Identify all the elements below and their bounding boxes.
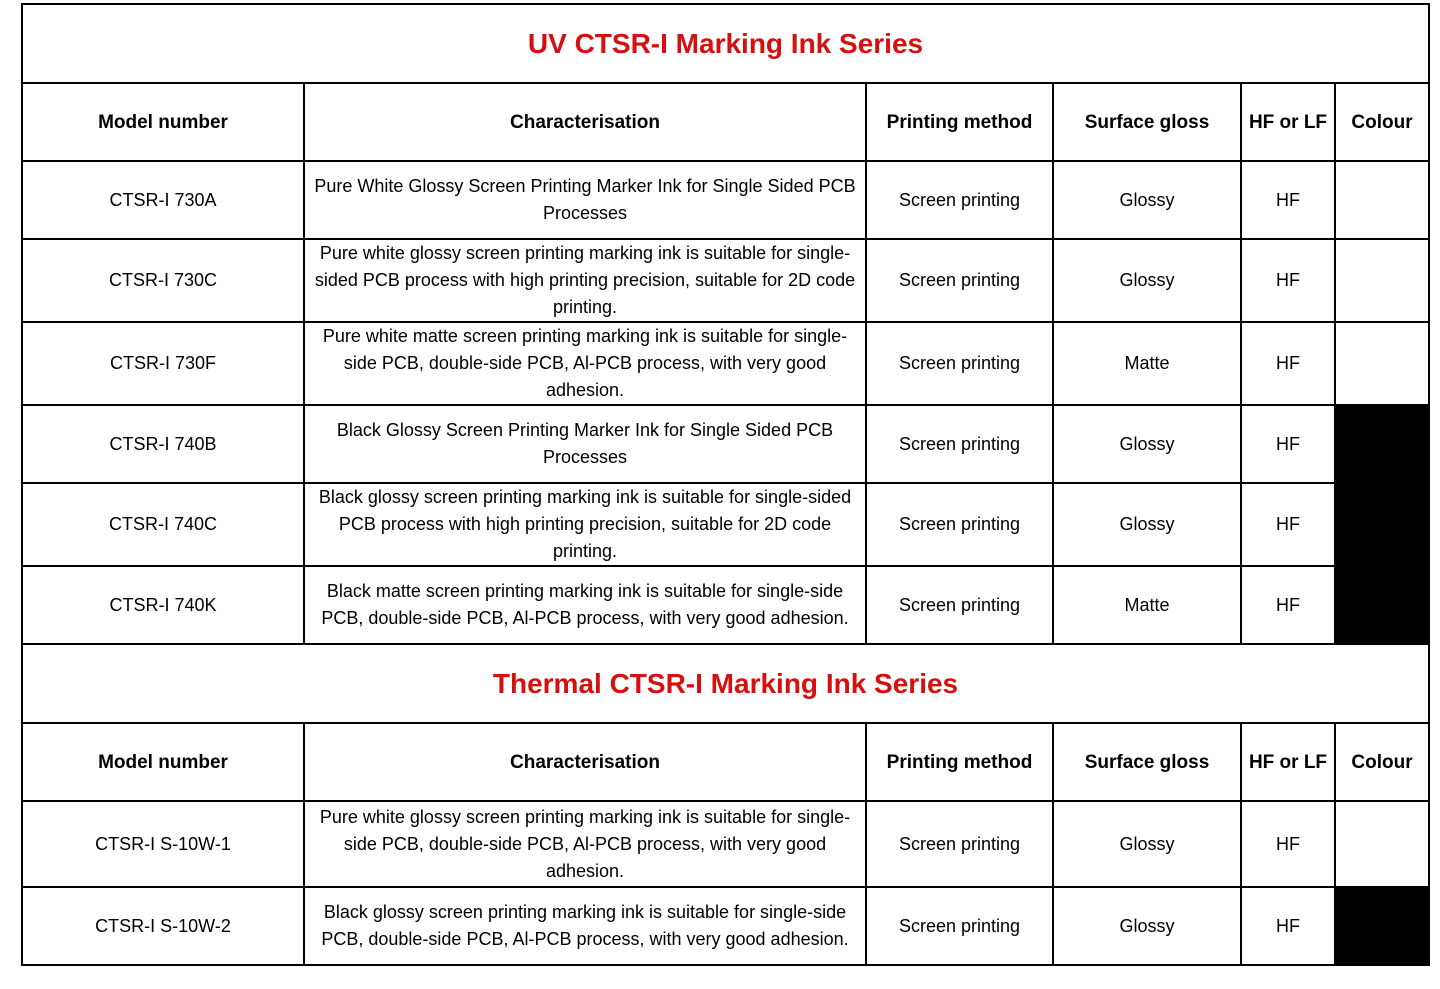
characterisation: Black glossy screen printing marking ink is suitable for single-side PCB, double-side PCB, Al-PCB process, with very good adhesion.: [304, 887, 866, 965]
colour-swatch: [1335, 405, 1429, 483]
header-characterisation: Characterisation: [304, 723, 866, 801]
printing-method: Screen printing: [866, 405, 1053, 483]
colour-swatch: [1335, 239, 1429, 322]
printing-method: Screen printing: [866, 483, 1053, 566]
header-surface-gloss: Surface gloss: [1053, 83, 1241, 161]
header-printing-method: Printing method: [866, 723, 1053, 801]
table-row: [22, 566, 1429, 644]
header-model-number: Model number: [22, 83, 304, 161]
colour-swatch: [1335, 887, 1429, 965]
colour-swatch: [1335, 322, 1429, 405]
table-row: [22, 239, 1429, 322]
printing-method: Screen printing: [866, 161, 1053, 239]
model-number: CTSR-I 730A: [22, 161, 304, 239]
model-number: CTSR-I 740C: [22, 483, 304, 566]
header-characterisation: Characterisation: [304, 83, 866, 161]
hf-or-lf: HF: [1241, 239, 1335, 322]
model-number: CTSR-I S-10W-2: [22, 887, 304, 965]
hf-or-lf: HF: [1241, 322, 1335, 405]
printing-method: Screen printing: [866, 801, 1053, 887]
colour-swatch: [1335, 483, 1429, 566]
surface-gloss: Glossy: [1053, 161, 1241, 239]
characterisation: Black matte screen printing marking ink is suitable for single-side PCB, double-side PCB, Al-PCB process, with very good adhesion.: [304, 566, 866, 644]
printing-method: Screen printing: [866, 239, 1053, 322]
header-surface-gloss: Surface gloss: [1053, 723, 1241, 801]
header-model-number: Model number: [22, 723, 304, 801]
table-row: [22, 483, 1429, 566]
characterisation: Black glossy screen printing marking ink is suitable for single-sided PCB process with high printing precision, suitable for 2D code printing.: [304, 483, 866, 566]
characterisation: Pure white glossy screen printing marking ink is suitable for single-sided PCB process with high printing precision, suitable for 2D code printing.: [304, 239, 866, 322]
marking-ink-table: [21, 3, 1430, 966]
hf-or-lf: HF: [1241, 161, 1335, 239]
surface-gloss: Glossy: [1053, 239, 1241, 322]
table-row: [22, 887, 1429, 965]
uv-series-title: UV CTSR-I Marking Ink Series: [22, 4, 1429, 83]
table-row: [22, 322, 1429, 405]
header-colour: Colour: [1335, 723, 1429, 801]
header-colour: Colour: [1335, 83, 1429, 161]
surface-gloss: Glossy: [1053, 405, 1241, 483]
characterisation: Black Glossy Screen Printing Marker Ink for Single Sided PCB Processes: [304, 405, 866, 483]
characterisation: Pure White Glossy Screen Printing Marker Ink for Single Sided PCB Processes: [304, 161, 866, 239]
printing-method: Screen printing: [866, 322, 1053, 405]
header-hf-or-lf: HF or LF: [1241, 723, 1335, 801]
colour-swatch: [1335, 161, 1429, 239]
characterisation: Pure white matte screen printing marking ink is suitable for single-side PCB, double-side PCB, Al-PCB process, with very good adhesion.: [304, 322, 866, 405]
surface-gloss: Matte: [1053, 566, 1241, 644]
model-number: CTSR-I 730F: [22, 322, 304, 405]
uv-header-row: [22, 83, 1429, 161]
colour-swatch: [1335, 801, 1429, 887]
surface-gloss: Glossy: [1053, 801, 1241, 887]
colour-swatch: [1335, 566, 1429, 644]
printing-method: Screen printing: [866, 566, 1053, 644]
model-number: CTSR-I 730C: [22, 239, 304, 322]
hf-or-lf: HF: [1241, 483, 1335, 566]
model-number: CTSR-I S-10W-1: [22, 801, 304, 887]
hf-or-lf: HF: [1241, 566, 1335, 644]
surface-gloss: Glossy: [1053, 887, 1241, 965]
characterisation: Pure white glossy screen printing marking ink is suitable for single-side PCB, double-side PCB, Al-PCB process, with very good adhesion.: [304, 801, 866, 887]
model-number: CTSR-I 740B: [22, 405, 304, 483]
hf-or-lf: HF: [1241, 887, 1335, 965]
header-printing-method: Printing method: [866, 83, 1053, 161]
table-row: [22, 801, 1429, 887]
surface-gloss: Matte: [1053, 322, 1241, 405]
hf-or-lf: HF: [1241, 801, 1335, 887]
header-hf-or-lf: HF or LF: [1241, 83, 1335, 161]
printing-method: Screen printing: [866, 887, 1053, 965]
thermal-header-row: [22, 723, 1429, 801]
table-row: [22, 161, 1429, 239]
thermal-series-title: Thermal CTSR-I Marking Ink Series: [22, 644, 1429, 723]
hf-or-lf: HF: [1241, 405, 1335, 483]
table-row: [22, 405, 1429, 483]
surface-gloss: Glossy: [1053, 483, 1241, 566]
model-number: CTSR-I 740K: [22, 566, 304, 644]
